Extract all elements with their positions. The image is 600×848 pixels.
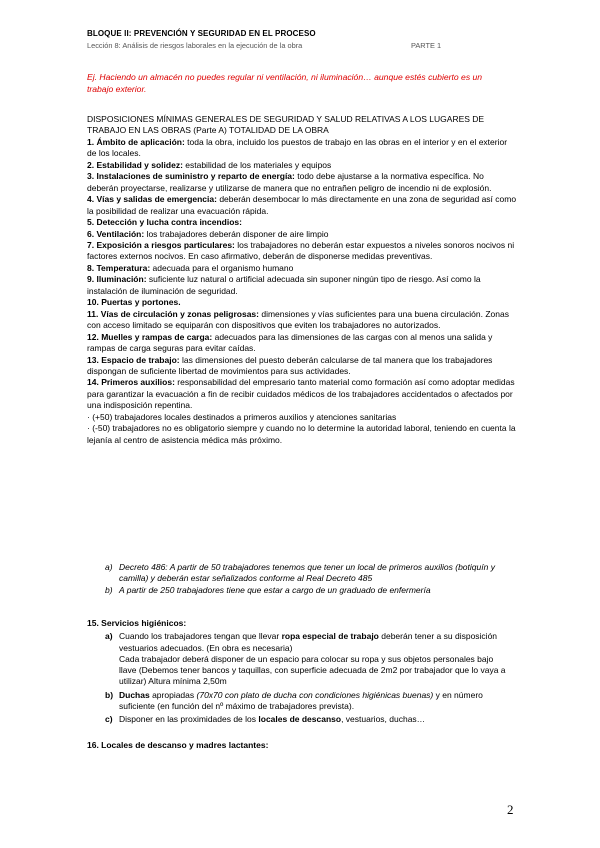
item-10 [87, 297, 517, 308]
item-term: Muelles y rampas de carga: [101, 331, 213, 342]
hygiene-c-post: , vestuarios, duchas… [341, 714, 426, 725]
item-text: adecuada para el organismo humano [150, 262, 294, 273]
item-term: Puertas y portones. [101, 297, 181, 308]
hygiene-label-b: b) [105, 689, 114, 700]
item-9 [87, 274, 517, 297]
item-number: 12. [87, 331, 99, 342]
item-14 [87, 377, 517, 411]
example-note: Ej. Haciendo un almacén no puedes regular ni ventilación, ni iluminación… aunque estés cubierto es un trabajo exterior. [87, 72, 483, 94]
item-11 [87, 309, 517, 332]
hygiene-section [87, 618, 507, 751]
item-text: todo debe ajustarse a la normativa específica. No deberán proyectarse, realizarse y utilizarse de manera que no entrañen peligro de incendio ni de explosión. [87, 171, 492, 193]
hygiene-a-text: Cuando los trabajadores tengan que llevar [119, 631, 282, 642]
item-term: Ámbito de aplicación: [96, 136, 185, 147]
hygiene-c-pre: Disponer en las proximidades de los [119, 714, 259, 725]
item-7 [87, 240, 517, 263]
item-13 [87, 355, 517, 378]
item-number: 1. [87, 136, 95, 147]
main-content [87, 114, 517, 446]
hygiene-b-bold: Duchas [119, 689, 150, 700]
item-5 [87, 217, 517, 228]
item-1 [87, 137, 517, 160]
item-term: Iluminación: [96, 274, 147, 285]
item-number: 2. [87, 159, 95, 170]
hygiene-a-extra: Cada trabajador deberá disponer de un espacio para colocar su ropa y sus objetos personales bajo llave (Debemos tener bancos y taquillas, con superficie adecuada de 2m2 por trabajador que lo vaya a utilizar) Altura mínima 2,50m [119, 653, 506, 687]
item-text: estabilidad de los materiales y equipos [182, 159, 332, 170]
item-text: suficiente luz natural o artificial adecuada sin suponer ningún tipo de riesgo. Así como la instalación de iluminación de seguridad. [87, 274, 481, 296]
item-text: las dimensiones del puesto deberán calcularse de tal manera que los trabajadores dispongan de suficiente libertad de movimientos para sus actividades. [87, 354, 493, 376]
item-text: dimensiones y vías suficientes para una buena circulación. Zonas con acceso limitado se equiparán con dispositivos que eviten los trabajadores no autorizados. [87, 308, 509, 331]
item-number: 8. [87, 262, 95, 273]
hygiene-item-b [87, 690, 507, 713]
hygiene-a-bold: ropa especial de trabajo [281, 631, 379, 642]
decree-list [87, 562, 507, 596]
hygiene-title: 15. Servicios higiénicos: [87, 618, 187, 628]
item-4 [87, 194, 517, 217]
item-number: 3. [87, 171, 95, 182]
item-term: Detección y lucha contra incendios: [96, 217, 242, 228]
item-text: los trabajadores deberán disponer de aire limpio [144, 228, 329, 239]
item-6 [87, 229, 517, 240]
item-number: 14. [87, 377, 99, 388]
lesson-title: Lección 8: Análisis de riesgos laborales en la ejecución de la obra [87, 41, 303, 50]
item-term: Primeros auxilios: [101, 377, 175, 388]
item-number: 10. [87, 297, 99, 308]
item-term: Vías de circulación y zonas peligrosas: [100, 308, 259, 319]
item-term: Estabilidad y solidez: [96, 159, 183, 170]
item-number: 5. [87, 217, 95, 228]
item-text: los trabajadores no deberán estar expuestos a niveles sonoros nocivos ni factores externos nocivos. En caso afirmativo, deberán de disponerse medidas preventivas. [87, 239, 515, 262]
item-text: adecuados para las dimensiones de las cargas con al menos una salida y rampas de carga seguras para evitar caídas. [87, 331, 493, 354]
part-label: PARTE 1 [411, 41, 442, 50]
item-8 [87, 263, 517, 274]
item-term: Vías y salidas de emergencia: [96, 194, 217, 205]
decree-text-a: Decreto 486: A partir de 50 trabajadores tenemos que tener un local de primeros auxilios (botiquín y camilla) y deberán estar señalizados conforme al Real Decreto 485 [119, 562, 495, 584]
header-title: BLOQUE II: PREVENCIÓN Y SEGURIDAD EN EL PROCESO [87, 29, 316, 38]
hygiene-label-c: c) [105, 714, 113, 725]
item-2 [87, 160, 517, 171]
hygiene-b-italic: (70x70 con plato de ducha con condiciones higiénicas buenas) [196, 689, 434, 700]
decree-label-b: b) [105, 584, 113, 595]
header-subtitle [87, 41, 442, 50]
item-number: 4. [87, 194, 95, 205]
hygiene-c-bold: locales de descanso [258, 714, 342, 725]
hygiene-b-pre: apropiadas [149, 689, 197, 700]
decree-item-b [87, 585, 507, 596]
section-title: DISPOSICIONES MÍNIMAS GENERALES DE SEGURIDAD Y SALUD RELATIVAS A LOS LUGARES DE TRABAJO EN LAS OBRAS (Parte A) TOTALIDAD DE LA OBRA [87, 114, 485, 136]
item-term: Espacio de trabajo: [101, 354, 180, 365]
hygiene-item-c [87, 714, 507, 725]
item-3 [87, 171, 517, 194]
item-text: deberán desembocar lo más directamente en una zona de seguridad así como la posibilidad de realizar una evacuación rápida. [87, 194, 517, 216]
hygiene-b-post: y en número suficiente (en función del nº máximo de trabajadores prevista). [119, 689, 483, 712]
decree-label-a: a) [105, 562, 113, 572]
items-list [87, 137, 517, 412]
item-term: Temperatura: [96, 262, 151, 273]
item-number: 6. [87, 228, 95, 239]
item-12 [87, 332, 517, 355]
item-text: responsabilidad del empresario tanto material como formación así como adoptar medidas para garantizar la evacuación a fin de recibir cuidados médicos de los trabajadores accidentados o afectados por una indisposición repentina. [87, 377, 515, 411]
item-number: 7. [87, 239, 95, 250]
aid-line-1: · (+50) trabajadores locales destinados a primeros auxilios y atenciones sanitarias [87, 411, 397, 422]
hygiene-item-a [87, 631, 507, 687]
rest-title: 16. Locales de descanso y madres lactantes: [87, 739, 269, 750]
item-term: Ventilación: [96, 228, 145, 239]
aid-line-2: · (-50) trabajadores no es obligatorio siempre y cuando no lo determine la autoridad laboral, teniendo en cuenta la lejanía al centro de asistencia médica más próximo. [87, 423, 516, 445]
item-number: 9. [87, 274, 95, 285]
decree-text-b: A partir de 250 trabajadores tiene que estar a cargo de un graduado de enfermería [119, 584, 431, 595]
page-number: 2 [507, 802, 514, 817]
hygiene-label-a: a) [105, 631, 113, 642]
item-number: 11. [87, 308, 99, 319]
decree-item-a [87, 562, 507, 585]
item-term: Exposición a riesgos particulares: [96, 239, 235, 250]
item-number: 13. [87, 354, 99, 365]
hygiene-a-post: deberán tener a su disposición vestuarios adecuados. (En obra es necesaria) [119, 631, 498, 653]
item-text: toda la obra, incluido los puestos de trabajo en las obras en el interior y en el exterior de los locales. [87, 136, 508, 159]
item-term: Instalaciones de suministro y reparto de energía: [96, 171, 295, 182]
